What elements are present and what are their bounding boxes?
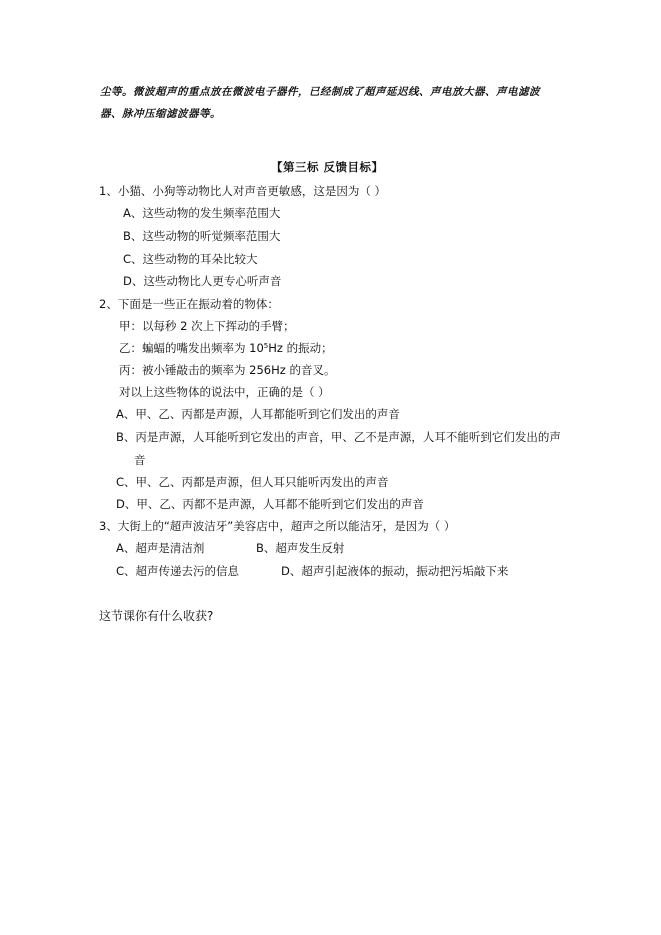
question-1-stem: 1、小猫、小狗等动物比人对声音更敏感，这是因为（ ） — [99, 184, 386, 198]
question-3-option-c: C、超声传递去污的信息 — [116, 564, 240, 578]
question-3-option-a: A、超声是清洁剂 — [116, 541, 205, 555]
intro-line-2: 器、脉冲压缩滤波器等。 — [100, 108, 221, 120]
item-b-unit: Hz 的振动； — [268, 341, 333, 355]
question-1-option-a: A、这些动物的发生频率范围大 — [123, 206, 281, 220]
item-b-exponent: 5 — [263, 342, 269, 350]
question-1-option-b: B、这些动物的听觉频率范围大 — [123, 229, 281, 243]
section-title: 【第三标 反馈目标】 — [271, 160, 384, 174]
closing-question: 这节课你有什么收获? — [99, 609, 214, 623]
intro-line-1: 尘等。微波超声的重点放在微波电子器件，已经制成了超声延迟线、声电放大器、声电滤波 — [100, 86, 540, 98]
question-2-item-c: 丙：被小锤敲击的频率为 256Hz 的音叉。 — [119, 363, 336, 377]
question-1-option-c: C、这些动物的耳朵比较大 — [123, 252, 258, 266]
question-2-item-a: 甲：以每秒 2 次上下挥动的手臂； — [119, 319, 295, 333]
question-1-option-d: D、这些动物比人更专心听声音 — [123, 274, 282, 288]
question-2-option-c: C、甲、乙、丙都是声源，但人耳只能听丙发出的声音 — [116, 475, 389, 489]
question-2-item-b — [119, 340, 333, 356]
question-2-stem: 2、下面是一些正在振动着的物体： — [99, 297, 279, 311]
question-2-prompt: 对以上这些物体的说法中，正确的是（ ） — [119, 385, 330, 399]
question-2-option-a: A、甲、乙、丙都是声源，人耳都能听到它们发出的声音 — [116, 407, 400, 421]
question-3-stem: 3、大街上的“超声波洁牙”美容店中，超声之所以能洁牙，是因为（ ） — [99, 519, 456, 533]
question-3-option-d: D、超声引起液体的振动，振动把污垢敲下来 — [281, 564, 509, 578]
question-2-option-d: D、甲、乙、丙都不是声源，人耳都不能听到它们发出的声音 — [116, 497, 424, 511]
question-2-option-b: B、丙是声源，人耳能听到它发出的声音，甲、乙不是声源，人耳不能听到它们发出的声 — [116, 430, 561, 444]
question-2-option-b-continued: 音 — [134, 453, 146, 467]
question-3-option-b: B、超声发生反射 — [256, 541, 345, 555]
item-b-text: 乙：蝙蝠的嘴发出频率为 10 — [119, 341, 264, 355]
